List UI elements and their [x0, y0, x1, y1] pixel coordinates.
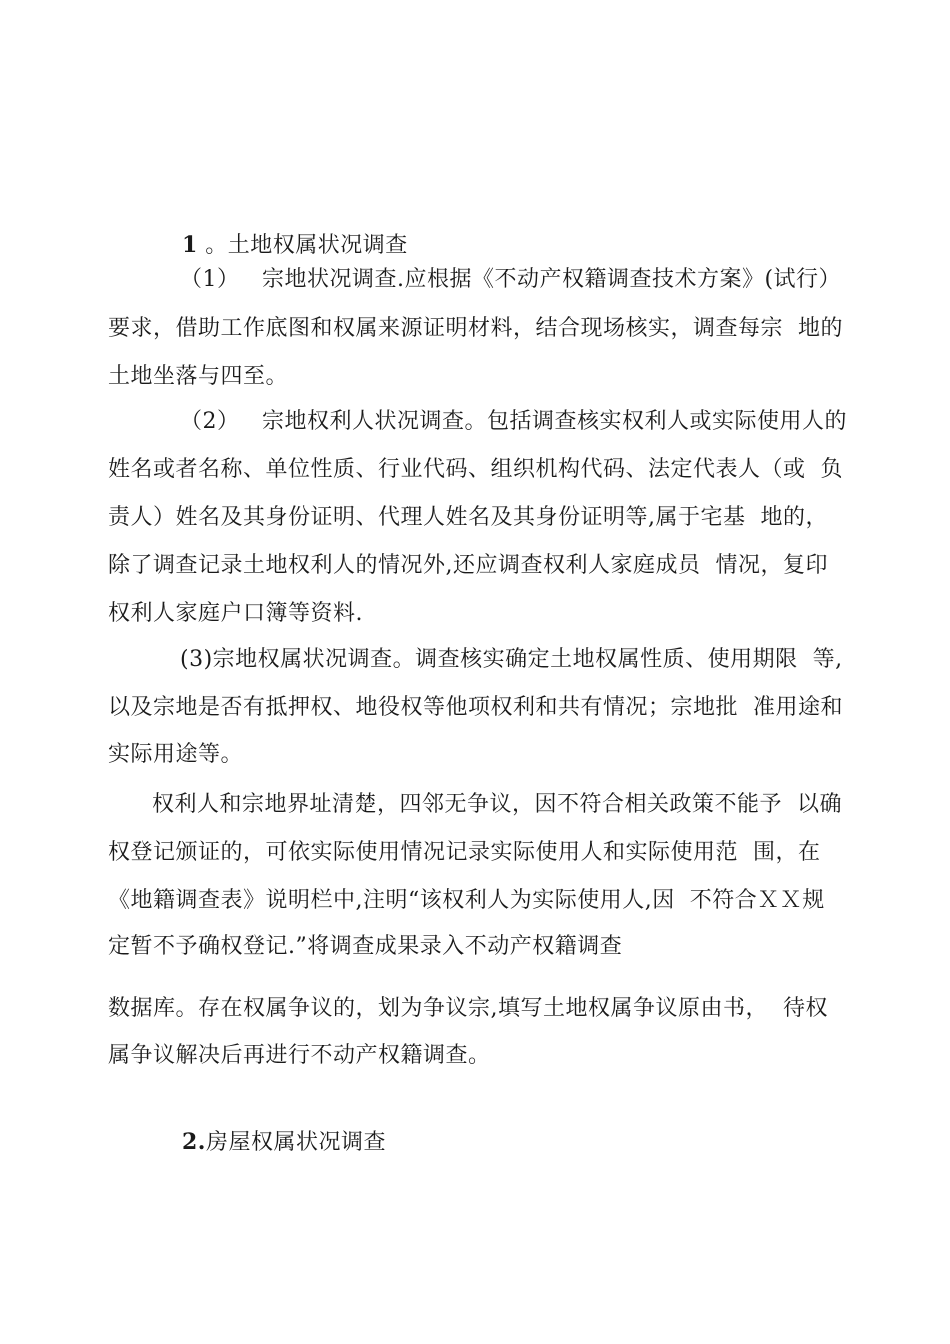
- section-number: 2.: [181, 1129, 206, 1155]
- section-number: 1: [181, 232, 198, 258]
- paragraph-line: 数据库。存在权属争议的，划为争议宗,填写土地权属争议原由书， 待权: [108, 996, 828, 1021]
- paragraph-line: 除了调查记录土地权利人的情况外,还应调查权利人家庭成员 情况，复印: [108, 553, 828, 578]
- paragraph-line: （1） 宗地状况调查.应根据《不动产权籍调查技术方案》(试行）: [180, 267, 842, 292]
- section-title: 房屋权属状况调查: [205, 1130, 386, 1155]
- paragraph-line: （2） 宗地权利人状况调查。包括调查核实权利人或实际使用人的: [180, 409, 847, 434]
- paragraph-line: 权登记颁证的，可依实际使用情况记录实际使用人和实际使用范 围，在: [108, 840, 821, 865]
- section-title: 。土地权属状况调查: [197, 233, 408, 258]
- paragraph-line: 责人）姓名及其身份证明、代理人姓名及其身份证明等,属于宅基 地的，: [108, 505, 828, 530]
- paragraph-line: 权利人和宗地界址清楚，四邻无争议，因不符合相关政策不能予 以确: [152, 792, 842, 817]
- paragraph-line: 《地籍调查表》说明栏中,注明“该权利人为实际使用人,因 不符合ＸＸ规: [108, 888, 825, 913]
- paragraph-line: 要求，借助工作底图和权属来源证明材料，结合现场核实，调查每宗 地的: [108, 316, 843, 341]
- section-heading-2: [152, 1097, 386, 1188]
- paragraph-line: 土地坐落与四至。: [108, 364, 289, 389]
- paragraph-line: 以及宗地是否有抵押权、地役权等他项权利和共有情况；宗地批 准用途和: [108, 695, 843, 720]
- paragraph-line: (3)宗地权属状况调查。调查核实确定土地权属性质、使用期限 等,: [180, 647, 843, 672]
- paragraph-line: 权利人家庭户口簿等资料.: [108, 601, 363, 626]
- paragraph-line: 定暂不予确权登记.”将调查成果录入不动产权籍调查: [108, 934, 623, 959]
- paragraph-line: 姓名或者名称、单位性质、行业代码、组织机构代码、法定代表人（或 负: [108, 457, 843, 482]
- paragraph-line: 属争议解决后再进行不动产权籍调查。: [108, 1043, 491, 1068]
- paragraph-line: 实际用途等。: [108, 742, 244, 767]
